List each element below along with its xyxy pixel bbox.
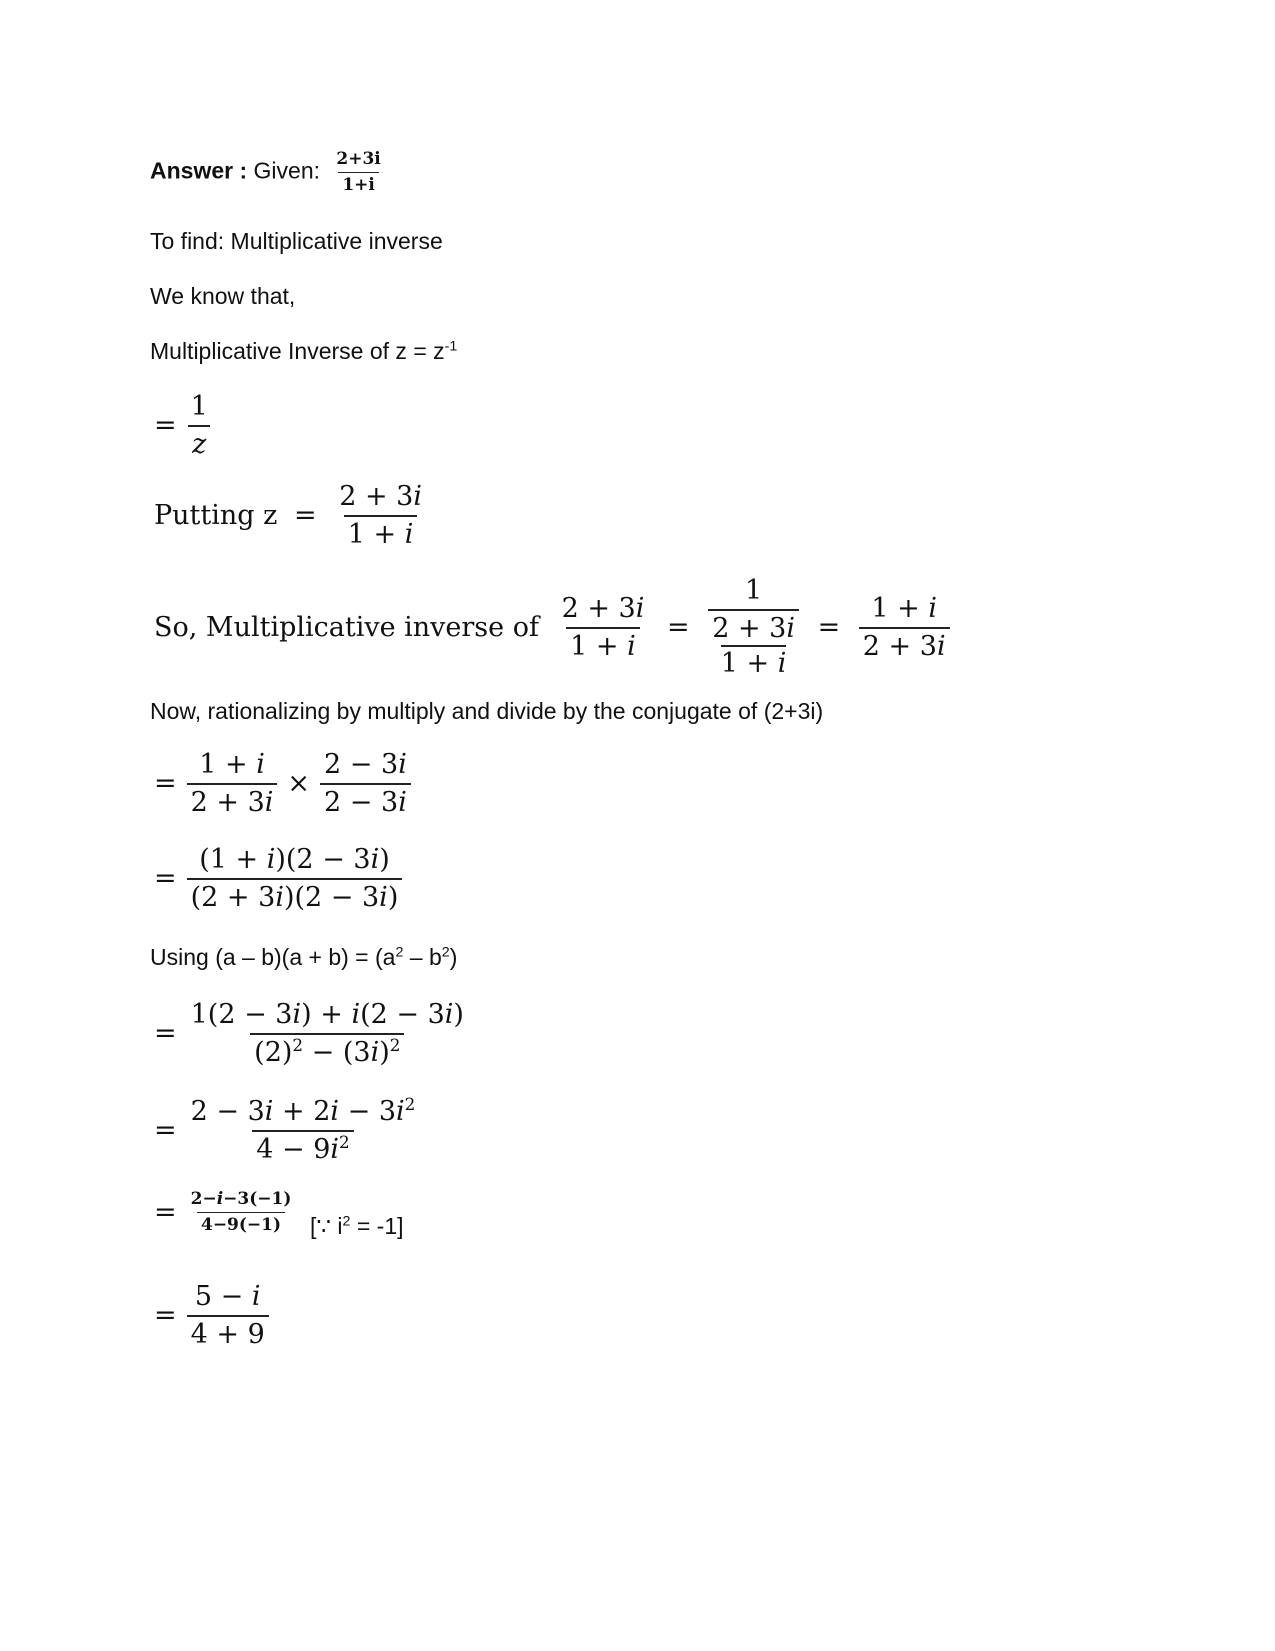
so-mi-fraction-1: $\frac{2 + 3i}{1 + i}$ bbox=[561, 592, 645, 662]
mi-definition-text: Multiplicative Inverse of z = z bbox=[150, 338, 445, 364]
step-one-over-z: = $\frac{1}{z}$ bbox=[150, 392, 218, 459]
so-mi-complex-fraction: 1 2 + 3i 1 + i bbox=[708, 576, 799, 679]
step-simplify: = $\frac{2 - 3i + 2i - 3i^2}{4 - 9i^2}$ bbox=[154, 1094, 416, 1165]
mi-definition-sup: -1 bbox=[444, 338, 458, 355]
so-mi-label: So, Multiplicative inverse of bbox=[154, 612, 539, 644]
given-numerator: 2+3i bbox=[336, 149, 381, 169]
step-so-mi: So, Multiplicative inverse of $\frac{2 + 3i}{1 + i}$ = 1 2 + 3i 1 + i = $\frac{1 + i}{2 + 3i}$ bbox=[150, 576, 956, 679]
step-multiply-conjugate: = $\frac{1 + i}{2 + 3i}$ × $\frac{2 - 3i}{2 - 3i}$ bbox=[150, 750, 417, 817]
answer-label: Answer : bbox=[150, 157, 248, 184]
given-denominator: 1+i bbox=[338, 172, 379, 195]
given-label: Given: bbox=[253, 157, 321, 184]
answer-line bbox=[150, 150, 391, 194]
we-know-line: We know that, bbox=[150, 283, 296, 309]
mi-definition-line bbox=[150, 338, 457, 365]
rationalize-line: Now, rationalizing by multiply and divide by the conjugate of (2+3i) bbox=[150, 698, 824, 724]
step-product-form: = $\frac{(1 + i)(2 - 3i)}{(2 + 3i)(2 - 3i)}$ bbox=[150, 845, 408, 912]
step-substitute: = $\frac{2-i-3(-1)}{4-9(-1)}$ [∵ $i^2 = -1$] bbox=[154, 1189, 404, 1239]
putting-fraction: $\frac{2 + 3i}{1 + i}$ bbox=[339, 481, 422, 550]
step-final: = $\frac{5 - i}{4 + 9}$ bbox=[150, 1282, 275, 1349]
identity-line: Using $(a - b)(a + b) = (a^2 - b^2)$ bbox=[150, 944, 458, 970]
to-find-line: To find: Multiplicative inverse bbox=[150, 228, 443, 254]
putting-label: Putting z bbox=[154, 500, 278, 532]
step-putting-z: Putting z = $\frac{2 + 3i}{1 + i}$ bbox=[150, 482, 432, 549]
i-squared-note: [∵ $i^2 = -1$] bbox=[310, 1212, 404, 1239]
times-sign: × bbox=[287, 768, 311, 800]
so-mi-fraction-3: $\frac{1 + i}{2 + 3i}$ bbox=[859, 594, 950, 661]
given-fraction bbox=[332, 150, 384, 194]
step-expand: = $\frac{1(2 - 3i) + i(2 - 3i)}{(2)^2 - (3i)^2}$ bbox=[154, 999, 464, 1068]
one-over-z-fraction: $\frac{1}{z}$ bbox=[187, 392, 212, 459]
